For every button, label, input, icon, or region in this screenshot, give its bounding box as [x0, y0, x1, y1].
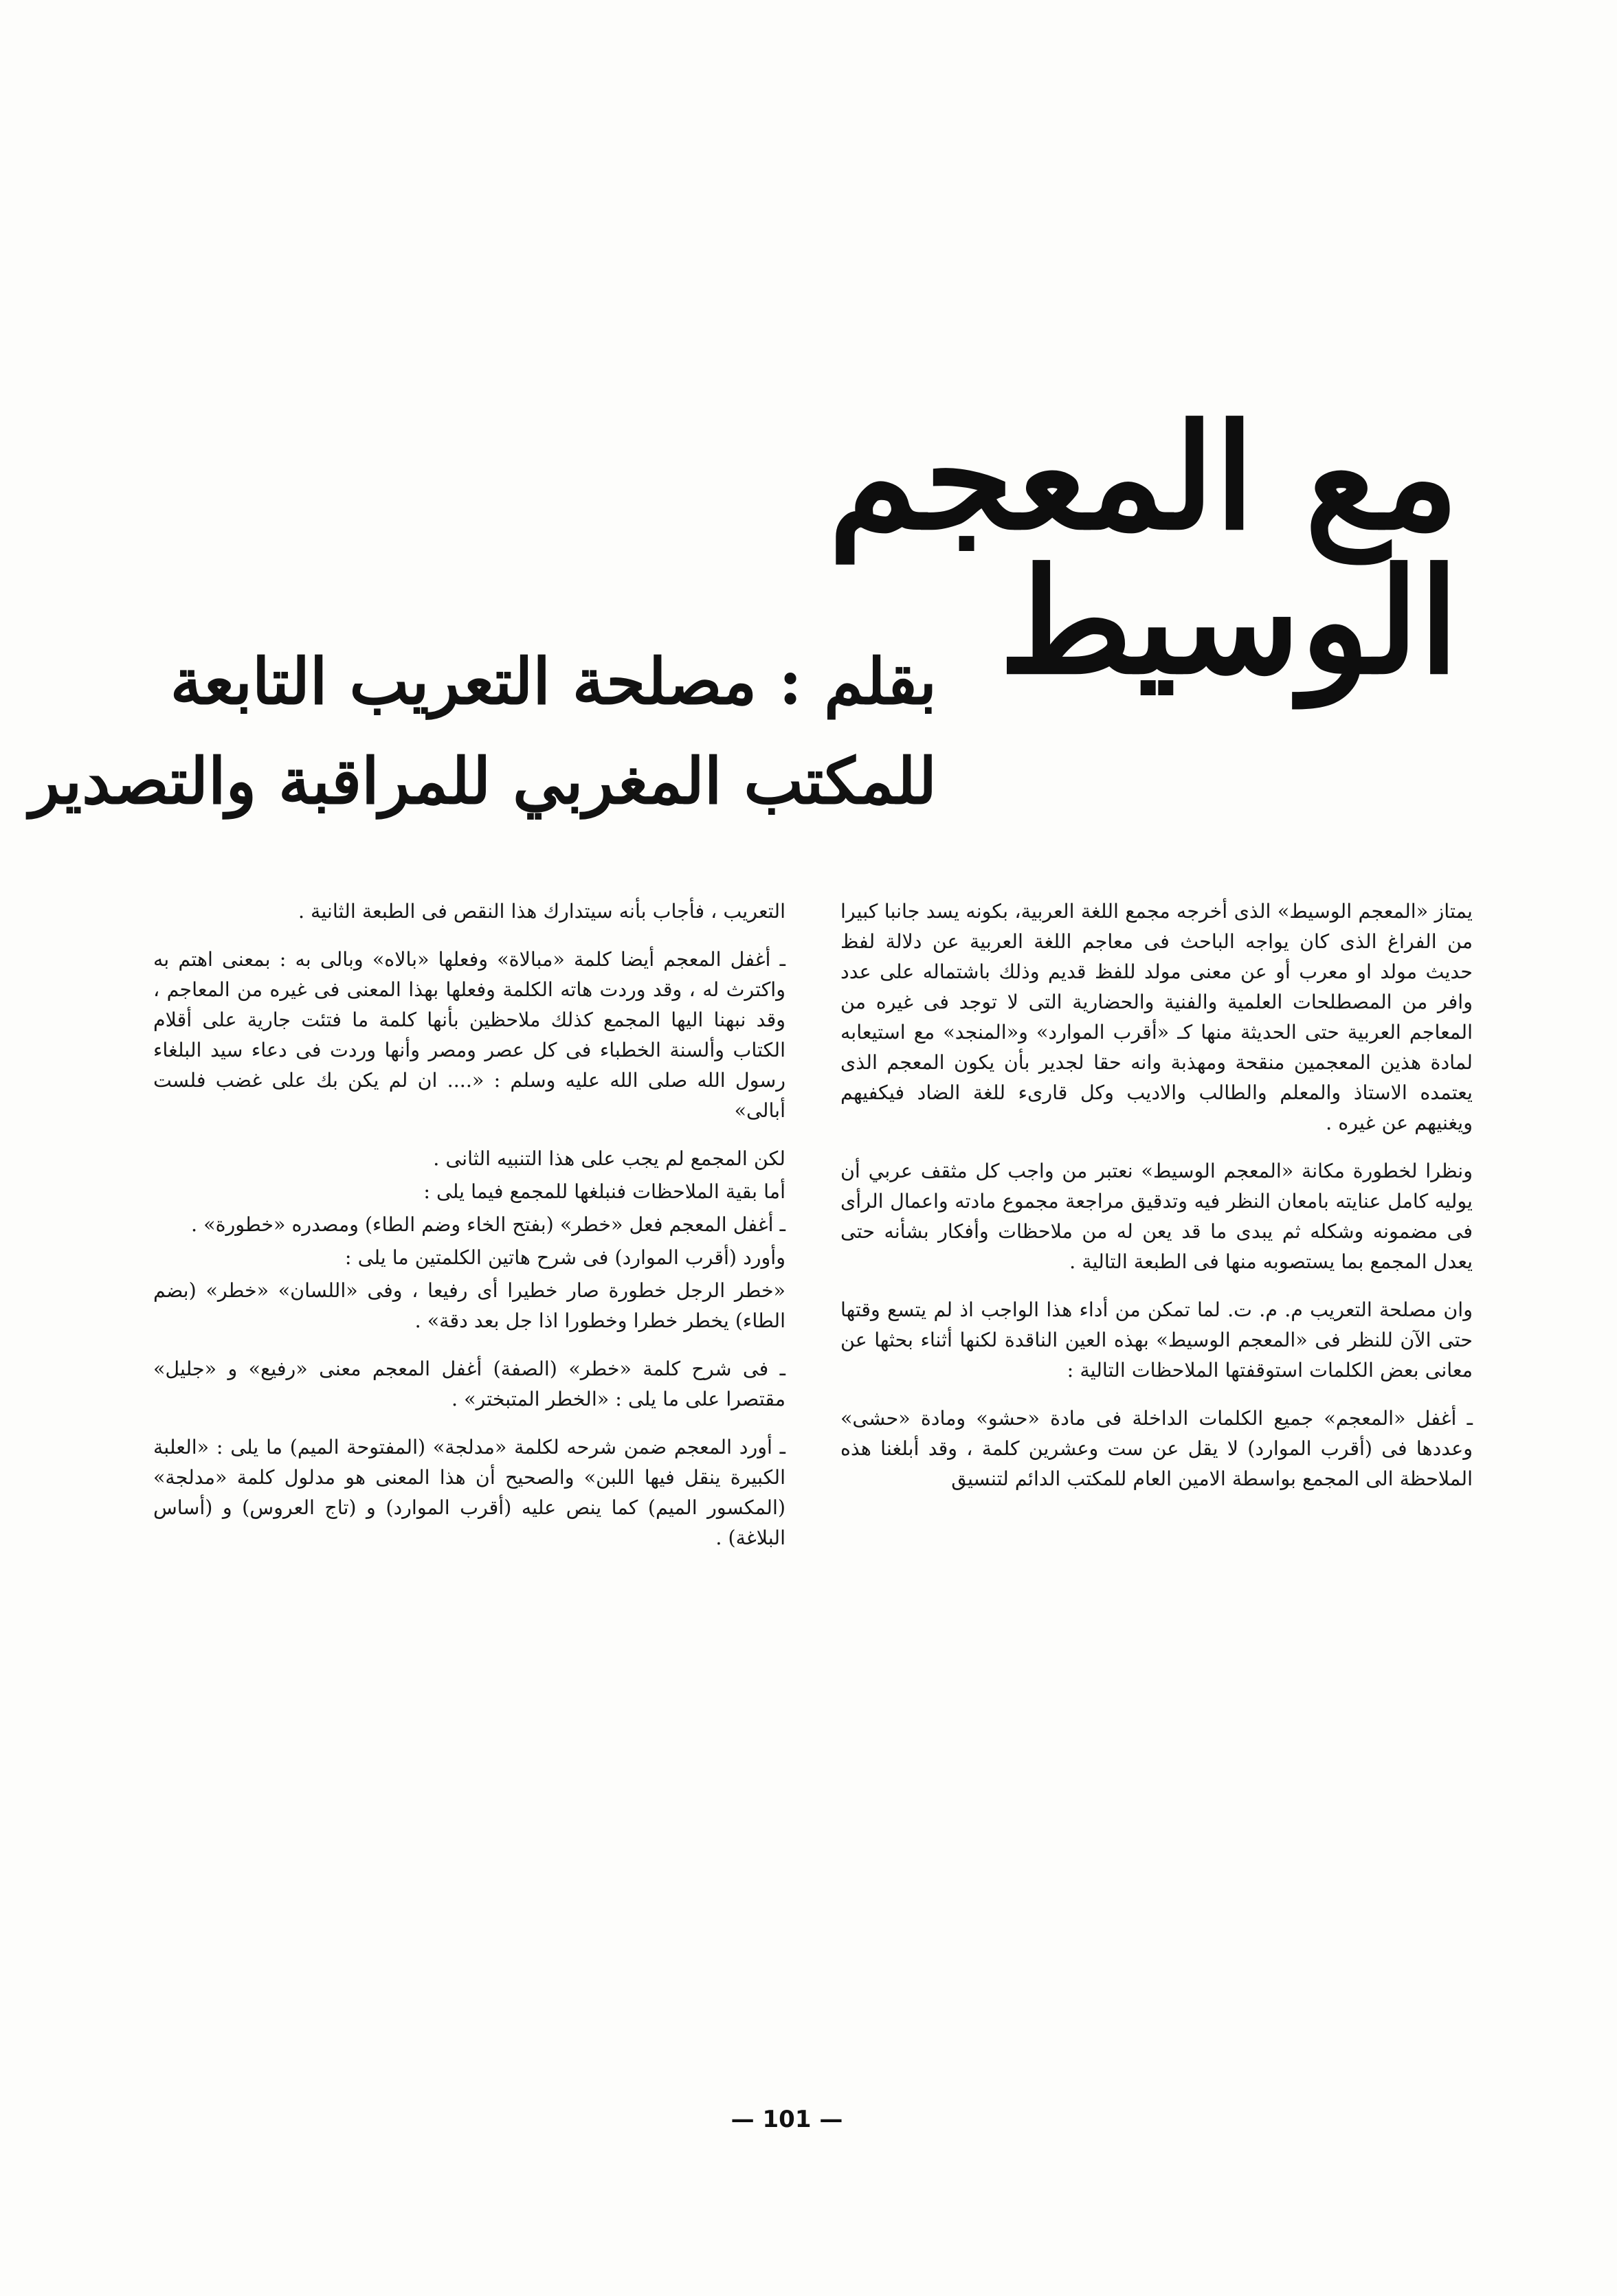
byline-line-1: بقلم : مصلحة التعريب التابعة — [170, 644, 937, 719]
left-column — [153, 897, 785, 1571]
paragraph: وان مصلحة التعريب م. م. ت. لما تمكن من أداء هذا الواجب اذ لم يتسع وقتها حتى الآن للنظر فى «المعجم الوسيط» بهذه العين الناقدة لكنها أثناء بحثها عن معانى بعض الكلمات استوقفتها الملاحظات التالية : — [840, 1298, 1473, 1382]
article-byline — [29, 632, 937, 831]
paragraph: يمتاز «المعجم الوسيط» الذى أخرجه مجمع اللغة العربية، بكونه يسد جانبا كبيرا من الفراغ الذى كان يواجه الباحث فى معاجم اللغة العربية عن دلالة لفظ حديث مولد او معرب أو عن معنى مولد للفظ قديم وذلك باشتماله على عدد وافر من المصطلحات العلمية والفنية والحضارية التى لا توجد فى غيره من المعاجم العربية حتى الحديثة منها كـ «أقرب الموارد» و«المنجد» مع استيعابه لمادة هذين المعجمين منقحة ومهذبة وانه حقا لجدير بأن يكون المعجم الذى يعتمده الاستاذ والمعلم والطالب والاديب وكل قارىء للغة الضاد فيكفيهم ويغنيهم عن غيره . — [840, 900, 1473, 1134]
paragraph: ـ أغفل «المعجم» جميع الكلمات الداخلة فى مادة «حشو» ومادة «حشى» وعددها فى (أقرب الموارد) لا يقل عن ست وعشرين كلمة ، وقد أبلغنا هذه الملاحظة الى المجمع بواسطة الامين العام للمكتب الدائم لتنسيق — [840, 1407, 1473, 1490]
byline-line-2: للمكتب المغربي للمراقبة والتصدير — [29, 744, 937, 818]
article-title: مع المعجم الوسيط — [828, 392, 1459, 706]
paragraph: ـ فى شرح كلمة «خطر» (الصفة) أغفل المعجم معنى «رفيع» و «جليل» مقتصرا على ما يلى : «الخطر المتبختر» . — [153, 1358, 785, 1410]
paragraph: ـ أغفل المعجم أيضا كلمة «مبالاة» وفعلها «بالاه» وبالى به : بمعنى اهتم به واكترث له ، وقد وردت هاته الكلمة وفعلها بهذا المعنى فى غيره من المعاجم ، وقد نبهنا اليها المجمع كذلك ملاحظين بأنها كلمة ما فتئت جارية على أقلام الكتاب وألسنة الخطباء فى كل عصر ومصر وأنها وردت فى دعاء سيد البلغاء رسول الله صلى الله عليه وسلم : «.... ان لم يكن بك على غضب فلست أبالى» — [153, 948, 785, 1122]
paragraph: وأورد (أقرب الموارد) فى شرح هاتين الكلمتين ما يلى : — [344, 1246, 785, 1269]
paragraph: ونظرا لخطورة مكانة «المعجم الوسيط» نعتبر من واجب كل مثقف عربي أن يوليه كامل عنايته بامعان النظر فيه وتدقيق مراجعة مجموع مادته واعمال الرأى فى مضمونه وشكله ثم يبدى ما قد يعن له من ملاحظات وأفكار بشأنه حتى يعدل المجمع بما يستصوبه منها فى الطبعة التالية . — [840, 1160, 1473, 1273]
paragraph: ـ أورد المعجم ضمن شرحه لكلمة «مدلجة» (المفتوحة الميم) ما يلى : «العلبة الكبيرة ينقل فيها اللبن» والصحيح أن هذا المعنى هو مدلول كلمة «مدلجة» (المكسور الميم) كما ينص عليه (أقرب الموارد) و (تاج العروس) و (أساس البلاغة) . — [153, 1436, 785, 1549]
page-number: — 101 — — [731, 2106, 843, 2133]
paragraph: التعريب ، فأجاب بأنه سيتدارك هذا النقص فى الطبعة الثانية . — [298, 900, 785, 923]
paragraph: «خطر الرجل خطورة صار خطيرا أى رفيعا ، وفى «اللسان» «خطر» (بضم الطاء) يخطر خطرا وخطورا اذا جل بعد دقة» . — [153, 1279, 785, 1332]
paragraph: أما بقية الملاحظات فنبلغها للمجمع فيما يلى : — [423, 1180, 785, 1203]
right-column — [840, 897, 1473, 1512]
paragraph: لكن المجمع لم يجب على هذا التنبيه الثانى . — [433, 1147, 785, 1170]
paragraph: ـ أغفل المعجم فعل «خطر» (بفتح الخاء وضم الطاء) ومصدره «خطورة» . — [191, 1213, 785, 1236]
